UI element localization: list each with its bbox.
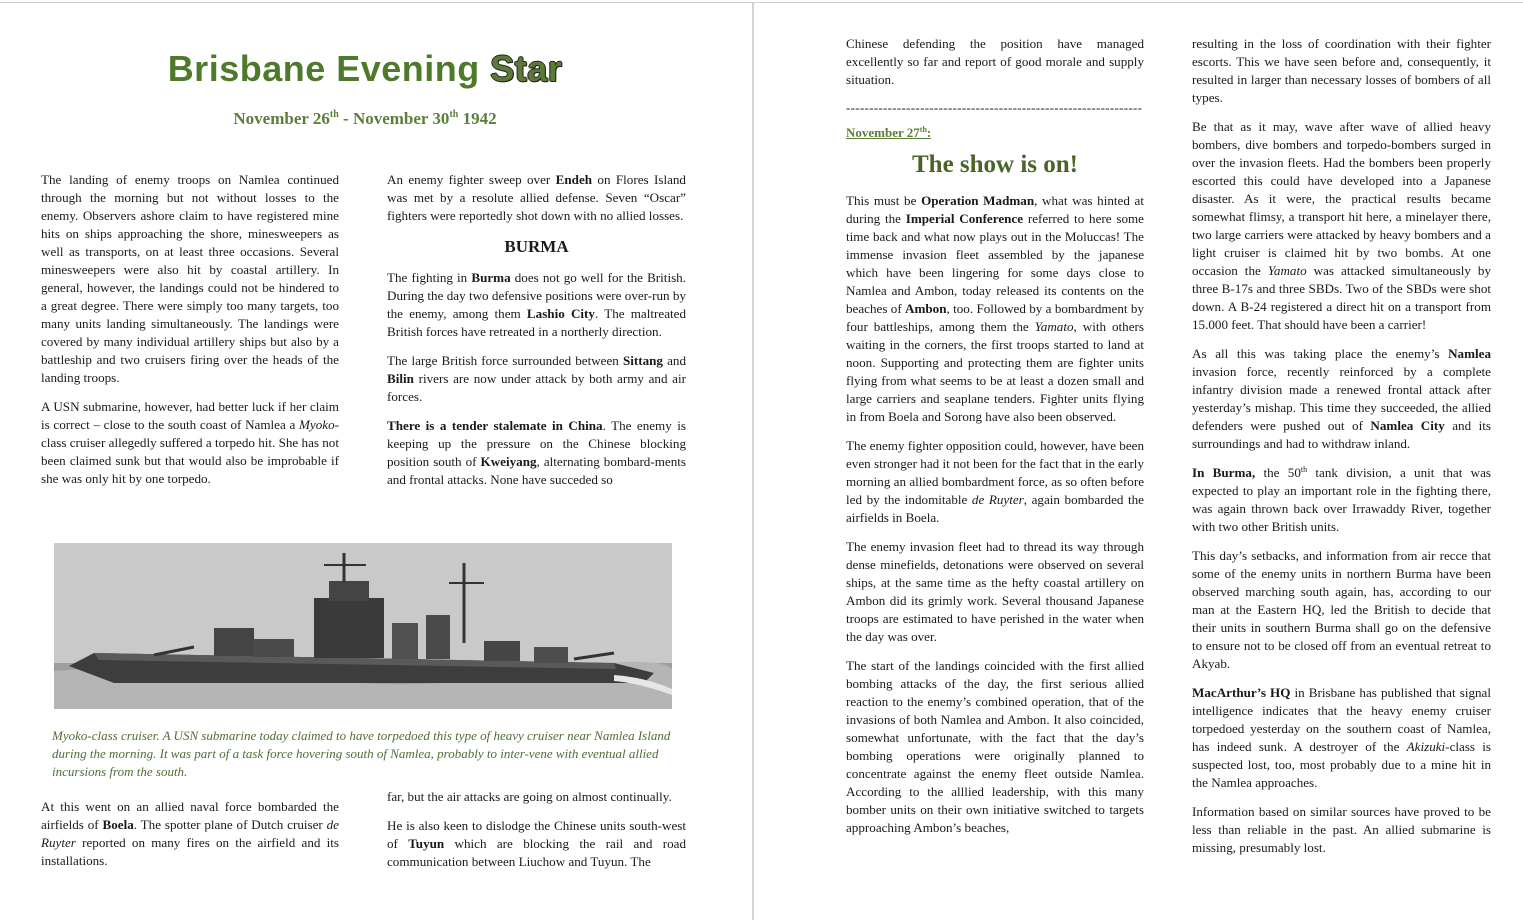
separator-line: ----------------------------------------------------------------	[846, 100, 1143, 115]
text: The large British force surrounded between	[387, 353, 623, 368]
text-italic: de Ruyter	[971, 492, 1024, 507]
text: He is also keen to dislodge the Chinese units south-west of	[387, 818, 686, 851]
text-bold: Endeh	[555, 172, 593, 187]
date-heading-colon: :	[926, 125, 932, 140]
text: As all this was taking place the enemy’s	[1192, 346, 1449, 361]
text: , again bombarded the airfields in Boela.	[846, 492, 1144, 525]
text-bold: Boela	[102, 817, 134, 832]
text: and its surroundings and had to withdraw inland.	[1192, 418, 1491, 451]
text-bold: Burma	[471, 270, 511, 285]
page-right	[754, 3, 1523, 920]
paragraph: This day’s setbacks, and information from air recce that some of the enemy units in northern Burma have been observed marching south again, has, according to our man at the Eastern HQ, led the British to decide that their units in southern Burma shall go on the defensive to ensure not to be closed off from an eventual retreat to Akyab.	[1192, 548, 1491, 671]
paragraph	[387, 417, 686, 489]
dateline-dash: -	[338, 109, 353, 128]
paragraph	[1192, 118, 1491, 334]
cruiser-illustration	[54, 543, 672, 709]
paragraph: far, but the air attacks are going on almost continually.	[387, 789, 672, 804]
paragraph	[846, 192, 1144, 426]
text: . The maltreated British forces have retreated in a northerly direction.	[387, 306, 687, 339]
text-italic: Yamato	[1267, 263, 1307, 278]
text-bold: There is a tender stalemate in China	[387, 418, 603, 433]
dateline-start: November 26	[233, 109, 330, 128]
text-bold: MacArthur’s HQ	[1192, 685, 1291, 700]
text: An enemy fighter sweep over	[387, 172, 556, 187]
paragraph	[1192, 345, 1491, 453]
text: tank division, a unit that was expected to play an important role in the fighting there, was again thrown back over Irrawaddy River, together with two other British units.	[1192, 465, 1491, 534]
text: on Flores Island was met by a resolute allied defense. Seven “Oscar” fighters were reportedly shot down with no allied losses.	[387, 172, 686, 223]
text-bold: Imperial Conference	[905, 211, 1024, 226]
text-italic: Yamato	[1034, 319, 1074, 334]
text: does not go well for the British. During the day two defensive positions were over-run by the enemy, among them	[387, 270, 686, 321]
text-sup: th	[1300, 465, 1308, 474]
text-bold: Kweiyang	[480, 454, 537, 469]
paragraph	[387, 171, 686, 225]
dateline-end: November 30	[352, 109, 450, 128]
text: The fighting in	[387, 270, 472, 285]
dateline-year: 1942	[458, 109, 497, 128]
article-china-continued-column	[387, 788, 686, 871]
masthead-title	[0, 48, 730, 90]
text: -class cruiser allegedly suffered a torpedo hit. She has not been claimed sunk but that would also be improbable if she was only hit by one torpedo.	[41, 417, 339, 486]
paragraph: The enemy invasion fleet had to thread its way through dense minefields, detonations were observed on several ships, at the same time as the hefty coastal artillery on Ambon did its grimly work. Several thousand Japanese troops are estimated to have perished in the water when the day was over.	[846, 539, 1144, 644]
article-burma-column	[387, 171, 686, 489]
date-heading-sup: th	[919, 125, 927, 134]
paragraph	[41, 798, 339, 870]
text-bold: Ambon	[905, 301, 947, 316]
text-bold: Lashio City	[526, 306, 595, 321]
photo-caption: Myoko-class cruiser. A USN submarine today claimed to have torpedoed this type of heavy cruiser near Namlea Island during the morning. It was part of a task force hovering south of Namlea, probably to inter-vene with eventual allied incursions from the south.	[52, 728, 671, 779]
text-bold: Tuyun	[408, 836, 445, 851]
text-italic: Myoko	[299, 417, 335, 432]
article-nov27-column-2	[1192, 35, 1491, 857]
text-bold: Operation Madman	[921, 193, 1035, 208]
text: This must be	[846, 193, 922, 208]
paragraph: The start of the landings coincided with the first allied bombing attacks of the day, the first serious allied reaction to the enemy’s combined operation, that of the invasions of both Namlea and Ambon. It also coincided, somewhat unfortunate, with the fact that the day’s bombing operations were originally planned to concentrate against the enemy fleet outside Namlea. According to the alllied leadership, with this many bomber units on their own initiative switched to targets approaching Ambon’s beaches,	[846, 658, 1144, 835]
text: rivers are now under attack by both army and air forces.	[387, 371, 686, 404]
text: referred to here some time back and what now plays out in the Moluccas! The immense invasion fleet assembled by the japanese which have been lingering for some days close to Namlea and Ambon, today released its contents on the beaches of	[846, 211, 1144, 316]
headline: The show is on!	[911, 151, 1078, 178]
text: was attacked simultaneously by three B-17s and three SBDs. Two of the SBDs were shot down. A B-24 registered a direct hit on a transport from 15.000 feet. That should have been a carrier!	[1192, 263, 1491, 332]
text: the 50	[1255, 465, 1301, 480]
text-bold: Sittang	[622, 353, 663, 368]
text-italic: de Ruyter	[41, 817, 339, 850]
paragraph	[41, 398, 339, 488]
section-heading-burma: BURMA	[504, 237, 569, 256]
paragraph	[387, 817, 686, 871]
text: which are blocking the rail and road communication between Liuchow and Tuyun. The	[387, 836, 686, 869]
text: in Brisbane has published that signal intelligence indicates that the heavy enemy cruiser torpedoed yesterday on the southern coast of Namlea, has indeed sunk. A destroyer of the	[1192, 685, 1492, 754]
text-bold: Bilin	[387, 371, 414, 386]
masthead-title-main: Brisbane Evening	[167, 48, 491, 89]
paragraph: resulting in the loss of coordination with their fighter escorts. This we have seen before and, consequently, it resulted in larger than necessary losses of bombers of all types.	[1192, 36, 1491, 105]
paragraph	[387, 269, 686, 341]
masthead-title-star: Star	[490, 48, 563, 89]
text: invasion force, recently reinforced by a complete infantry division made a renewed frontal attack after yesterday’s mishap. This time they succeeded, the allied defenders were pushed out of	[1192, 364, 1491, 433]
text-bold: Namlea	[1448, 346, 1491, 361]
dateline-end-sup: th	[449, 109, 459, 120]
article-namlea-column	[41, 171, 339, 488]
text: , with others waiting in the corners, the first troops started to land at noon. Supporting and protecting them are fighter units flying from what seems to be at least a dozen small and large carriers and seaplane tenders. Fighter units flying in from Boela and Sorong have also been observed.	[846, 319, 1144, 424]
paragraph	[846, 437, 1144, 527]
text: A USN submarine, however, had better luck if her claim is correct – close to the south coast of Namlea a	[41, 399, 339, 432]
date-heading-text: November 27	[846, 125, 920, 140]
text: At this went on an allied naval force bombarded the airfields of	[41, 799, 339, 832]
text: . The enemy is keeping up the pressure on the Chinese blocking position south of	[387, 418, 686, 469]
text: The enemy fighter opposition could, however, have been even stronger had it not been for the fact that in the early morning an allied bombardment force, as so often before led by the indomitable	[846, 438, 1144, 507]
text-italic: Akizuki	[1406, 739, 1446, 754]
text: , too. Followed by a bombardment by four battleships, among them the	[846, 301, 1144, 334]
paragraph	[1192, 684, 1491, 792]
text-bold: Namlea City	[1370, 418, 1445, 433]
text: -class is suspected lost, too, most probably due to a mine hit in the Namlea approaches.	[1192, 739, 1491, 790]
text-bold: In Burma,	[1192, 465, 1256, 480]
text: , alternating bombard-ments and frontal attacks. None have succeded so	[387, 454, 686, 487]
paragraph: Information based on similar sources have proved to be less than reliable in the past. An allied submarine is missing, presumably lost.	[1192, 804, 1491, 855]
paragraph: Chinese defending the position have managed excellently so far and report of good morale and supply situation.	[846, 36, 1144, 87]
cruiser-photo	[54, 543, 672, 709]
text: , what was hinted at during the	[846, 193, 1144, 226]
date-heading	[846, 124, 1144, 142]
page-left	[0, 3, 752, 920]
text: Be that as it may, wave after wave of allied heavy bombers, dive bombers and torpedo-bombers surged in over the invasion fleets. Had the bombers been properly escorted this could have developed into a Japanese disaster. As it were, the practical results became somewhat flimsy, a transport hit here, a minelayer there, two large carriers were attacked by heavy bombers and a light cruiser is claimed hit by two bombs. At one occasion the	[1192, 119, 1491, 278]
article-nov27-column	[846, 35, 1144, 837]
paragraph	[387, 352, 686, 406]
article-boela-column	[41, 798, 339, 870]
text: . The spotter plane of Dutch cruiser	[133, 817, 327, 832]
dateline-start-sup: th	[329, 109, 339, 120]
text: reported on many fires on the airfield and its installations.	[41, 835, 339, 868]
text: and	[662, 353, 686, 368]
dateline	[0, 109, 730, 129]
paragraph	[1192, 464, 1491, 536]
paragraph: The landing of enemy troops on Namlea continued through the morning but not without losses to the enemy. Observers ashore claim to have registered mine hits on ships approaching the shore, minesweepers as well as transports, on at least three occasions. Several minesweepers were also hit by coastal artillery. In general, however, the landings could not be hindered to a great degree. There were simply too many targets, too many units landing simultaneously. The landings were covered by many individual artillery ships but also by a battleship and two cruisers firing over the heads of the landing troops.	[41, 172, 339, 385]
